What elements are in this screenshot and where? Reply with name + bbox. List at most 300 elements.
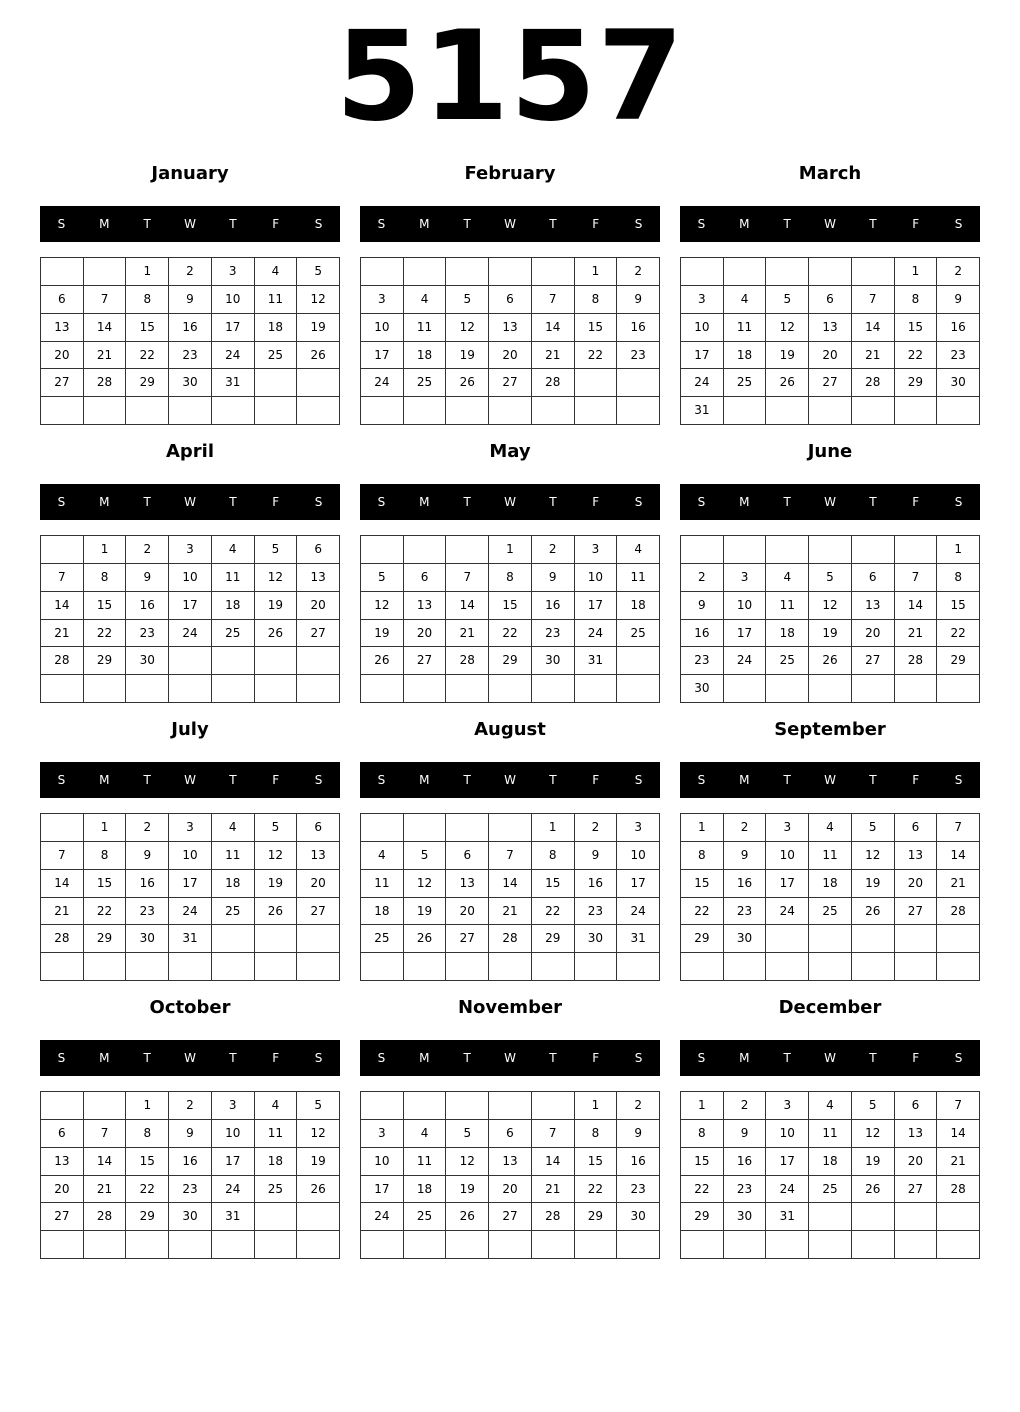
empty-cell bbox=[766, 925, 809, 953]
day-cell: 13 bbox=[489, 314, 532, 342]
day-cell: 5 bbox=[852, 814, 895, 842]
weekday-label: S bbox=[954, 217, 963, 231]
day-cell: 15 bbox=[126, 314, 169, 342]
day-cell: 5 bbox=[809, 564, 852, 592]
weekday-header bbox=[680, 206, 980, 242]
day-cell: 27 bbox=[41, 1203, 84, 1231]
day-cell: 24 bbox=[766, 1176, 809, 1204]
day-cell: 28 bbox=[532, 1203, 575, 1231]
day-cell: 14 bbox=[446, 592, 489, 620]
empty-cell bbox=[169, 647, 212, 675]
day-cell: 7 bbox=[489, 842, 532, 870]
weekday-label: S bbox=[57, 495, 66, 509]
empty-cell bbox=[724, 1231, 767, 1259]
empty-cell bbox=[895, 1231, 938, 1259]
empty-cell bbox=[766, 1231, 809, 1259]
day-cell: 5 bbox=[766, 286, 809, 314]
day-cell: 17 bbox=[724, 620, 767, 648]
day-cell: 18 bbox=[766, 620, 809, 648]
day-cell: 6 bbox=[41, 286, 84, 314]
empty-cell bbox=[575, 397, 618, 425]
empty-cell bbox=[361, 397, 404, 425]
day-cell: 25 bbox=[404, 1203, 447, 1231]
day-cell: 1 bbox=[126, 1092, 169, 1120]
day-cell: 7 bbox=[532, 286, 575, 314]
weekday-header bbox=[360, 484, 660, 520]
empty-cell bbox=[255, 675, 298, 703]
day-cell: 31 bbox=[212, 369, 255, 397]
day-cell: 5 bbox=[255, 536, 298, 564]
empty-cell bbox=[255, 1203, 298, 1231]
weekday-label: S bbox=[697, 1051, 706, 1065]
day-cell: 19 bbox=[297, 1148, 340, 1176]
day-cell: 23 bbox=[617, 342, 660, 370]
empty-cell bbox=[212, 675, 255, 703]
day-cell: 22 bbox=[532, 898, 575, 926]
day-cell: 9 bbox=[575, 842, 618, 870]
day-cell: 1 bbox=[681, 1092, 724, 1120]
day-cell: 17 bbox=[361, 342, 404, 370]
day-cell: 17 bbox=[169, 870, 212, 898]
weekday-label: S bbox=[57, 773, 66, 787]
empty-cell bbox=[617, 953, 660, 981]
empty-cell bbox=[126, 953, 169, 981]
empty-cell bbox=[404, 258, 447, 286]
day-cell: 20 bbox=[489, 342, 532, 370]
day-cell: 3 bbox=[724, 564, 767, 592]
day-cell: 11 bbox=[212, 842, 255, 870]
day-cell: 17 bbox=[212, 1148, 255, 1176]
day-cell: 31 bbox=[169, 925, 212, 953]
day-cell: 23 bbox=[617, 1176, 660, 1204]
day-cell: 23 bbox=[724, 1176, 767, 1204]
empty-cell bbox=[297, 1203, 340, 1231]
weekday-header bbox=[680, 484, 980, 520]
weekday-label: S bbox=[697, 773, 706, 787]
empty-cell bbox=[255, 369, 298, 397]
day-cell: 21 bbox=[937, 870, 980, 898]
empty-cell bbox=[84, 397, 127, 425]
empty-cell bbox=[404, 1092, 447, 1120]
empty-cell bbox=[212, 647, 255, 675]
day-cell: 2 bbox=[126, 536, 169, 564]
day-cell: 22 bbox=[681, 898, 724, 926]
empty-cell bbox=[361, 675, 404, 703]
empty-cell bbox=[895, 675, 938, 703]
weekday-label: T bbox=[869, 217, 877, 231]
weekday-label: F bbox=[592, 1051, 600, 1065]
day-cell: 14 bbox=[41, 592, 84, 620]
empty-cell bbox=[297, 953, 340, 981]
day-cell: 12 bbox=[255, 842, 298, 870]
day-cell: 21 bbox=[532, 1176, 575, 1204]
day-cell: 9 bbox=[937, 286, 980, 314]
day-cell: 5 bbox=[255, 814, 298, 842]
empty-cell bbox=[489, 814, 532, 842]
day-cell: 30 bbox=[724, 925, 767, 953]
weekday-label: W bbox=[184, 217, 196, 231]
day-cell: 26 bbox=[404, 925, 447, 953]
weekday-label: S bbox=[697, 495, 706, 509]
day-cell: 28 bbox=[489, 925, 532, 953]
day-cell: 12 bbox=[255, 564, 298, 592]
day-cell: 25 bbox=[724, 369, 767, 397]
day-cell: 2 bbox=[617, 258, 660, 286]
weekday-label: S bbox=[634, 217, 643, 231]
empty-cell bbox=[809, 925, 852, 953]
weekday-label: S bbox=[634, 773, 643, 787]
empty-cell bbox=[404, 1231, 447, 1259]
day-cell: 25 bbox=[255, 342, 298, 370]
day-cell: 19 bbox=[852, 870, 895, 898]
day-cell: 24 bbox=[361, 369, 404, 397]
day-cell: 20 bbox=[489, 1176, 532, 1204]
day-cell: 11 bbox=[766, 592, 809, 620]
day-cell: 15 bbox=[937, 592, 980, 620]
day-cell: 4 bbox=[212, 814, 255, 842]
day-cell: 14 bbox=[84, 1148, 127, 1176]
day-cell: 26 bbox=[766, 369, 809, 397]
day-cell: 8 bbox=[126, 286, 169, 314]
day-cell: 7 bbox=[446, 564, 489, 592]
empty-cell bbox=[255, 647, 298, 675]
empty-cell bbox=[937, 1203, 980, 1231]
day-cell: 14 bbox=[489, 870, 532, 898]
empty-cell bbox=[766, 953, 809, 981]
day-cell: 7 bbox=[937, 1092, 980, 1120]
day-cell: 20 bbox=[895, 1148, 938, 1176]
weekday-label: T bbox=[143, 217, 151, 231]
day-cell: 9 bbox=[681, 592, 724, 620]
day-cell: 16 bbox=[617, 314, 660, 342]
year-title: 5157 bbox=[335, 5, 685, 149]
empty-cell bbox=[852, 536, 895, 564]
empty-cell bbox=[852, 675, 895, 703]
day-cell: 1 bbox=[84, 536, 127, 564]
day-cell: 12 bbox=[766, 314, 809, 342]
month-name: September bbox=[774, 719, 886, 740]
day-cell: 19 bbox=[404, 898, 447, 926]
weekday-label: S bbox=[57, 1051, 66, 1065]
empty-cell bbox=[446, 1231, 489, 1259]
day-cell: 18 bbox=[404, 1176, 447, 1204]
weekday-label: S bbox=[634, 1051, 643, 1065]
day-cell: 3 bbox=[617, 814, 660, 842]
day-cell: 18 bbox=[361, 898, 404, 926]
empty-cell bbox=[809, 536, 852, 564]
day-cell: 4 bbox=[404, 286, 447, 314]
empty-cell bbox=[617, 647, 660, 675]
empty-cell bbox=[895, 1203, 938, 1231]
day-cell: 15 bbox=[575, 1148, 618, 1176]
day-cell: 6 bbox=[489, 1120, 532, 1148]
empty-cell bbox=[41, 814, 84, 842]
day-cell: 17 bbox=[766, 1148, 809, 1176]
day-cell: 1 bbox=[575, 1092, 618, 1120]
day-cell: 13 bbox=[852, 592, 895, 620]
day-cell: 18 bbox=[809, 870, 852, 898]
empty-cell bbox=[617, 675, 660, 703]
empty-cell bbox=[404, 397, 447, 425]
empty-cell bbox=[852, 258, 895, 286]
day-grid bbox=[40, 535, 340, 703]
day-grid bbox=[680, 1091, 980, 1259]
day-cell: 21 bbox=[895, 620, 938, 648]
empty-cell bbox=[297, 369, 340, 397]
day-cell: 18 bbox=[617, 592, 660, 620]
day-cell: 6 bbox=[852, 564, 895, 592]
day-cell: 20 bbox=[297, 592, 340, 620]
day-cell: 8 bbox=[575, 286, 618, 314]
day-cell: 10 bbox=[724, 592, 767, 620]
day-cell: 22 bbox=[489, 620, 532, 648]
day-cell: 15 bbox=[681, 1148, 724, 1176]
weekday-label: T bbox=[783, 1051, 791, 1065]
weekday-label: T bbox=[549, 773, 557, 787]
day-cell: 30 bbox=[681, 675, 724, 703]
month-name: November bbox=[457, 997, 563, 1018]
day-cell: 11 bbox=[361, 870, 404, 898]
day-cell: 12 bbox=[446, 1148, 489, 1176]
day-cell: 3 bbox=[766, 1092, 809, 1120]
day-grid bbox=[40, 257, 340, 425]
day-cell: 9 bbox=[724, 842, 767, 870]
day-cell: 26 bbox=[809, 647, 852, 675]
day-cell: 18 bbox=[255, 314, 298, 342]
day-cell: 6 bbox=[297, 536, 340, 564]
weekday-label: T bbox=[229, 495, 237, 509]
day-cell: 5 bbox=[404, 842, 447, 870]
empty-cell bbox=[446, 953, 489, 981]
day-cell: 10 bbox=[212, 286, 255, 314]
day-grid bbox=[680, 813, 980, 981]
empty-cell bbox=[212, 925, 255, 953]
day-cell: 9 bbox=[724, 1120, 767, 1148]
weekday-label: T bbox=[143, 1051, 151, 1065]
day-cell: 7 bbox=[84, 1120, 127, 1148]
day-cell: 21 bbox=[489, 898, 532, 926]
empty-cell bbox=[169, 675, 212, 703]
day-cell: 7 bbox=[41, 564, 84, 592]
weekday-label: W bbox=[824, 773, 836, 787]
empty-cell bbox=[724, 397, 767, 425]
day-cell: 7 bbox=[41, 842, 84, 870]
day-cell: 31 bbox=[575, 647, 618, 675]
day-cell: 22 bbox=[126, 1176, 169, 1204]
day-cell: 16 bbox=[681, 620, 724, 648]
day-cell: 24 bbox=[361, 1203, 404, 1231]
weekday-label: F bbox=[272, 217, 280, 231]
empty-cell bbox=[297, 1231, 340, 1259]
empty-cell bbox=[617, 397, 660, 425]
day-cell: 23 bbox=[681, 647, 724, 675]
day-cell: 2 bbox=[617, 1092, 660, 1120]
day-cell: 29 bbox=[126, 1203, 169, 1231]
weekday-label: S bbox=[954, 495, 963, 509]
day-cell: 13 bbox=[895, 842, 938, 870]
day-cell: 20 bbox=[852, 620, 895, 648]
day-cell: 14 bbox=[532, 314, 575, 342]
day-cell: 8 bbox=[126, 1120, 169, 1148]
day-cell: 4 bbox=[255, 1092, 298, 1120]
day-cell: 6 bbox=[489, 286, 532, 314]
day-cell: 17 bbox=[212, 314, 255, 342]
day-cell: 16 bbox=[937, 314, 980, 342]
empty-cell bbox=[41, 397, 84, 425]
day-cell: 16 bbox=[126, 592, 169, 620]
day-cell: 14 bbox=[895, 592, 938, 620]
day-cell: 19 bbox=[446, 1176, 489, 1204]
day-cell: 8 bbox=[84, 564, 127, 592]
day-cell: 15 bbox=[489, 592, 532, 620]
day-cell: 27 bbox=[895, 1176, 938, 1204]
day-cell: 31 bbox=[681, 397, 724, 425]
day-cell: 7 bbox=[852, 286, 895, 314]
day-cell: 11 bbox=[404, 314, 447, 342]
day-cell: 24 bbox=[169, 620, 212, 648]
day-cell: 8 bbox=[532, 842, 575, 870]
day-cell: 27 bbox=[297, 620, 340, 648]
day-cell: 6 bbox=[446, 842, 489, 870]
empty-cell bbox=[41, 1231, 84, 1259]
day-cell: 29 bbox=[895, 369, 938, 397]
weekday-label: M bbox=[99, 495, 110, 509]
empty-cell bbox=[852, 1203, 895, 1231]
empty-cell bbox=[809, 1231, 852, 1259]
weekday-label: T bbox=[869, 773, 877, 787]
day-cell: 2 bbox=[724, 1092, 767, 1120]
day-cell: 21 bbox=[937, 1148, 980, 1176]
day-cell: 10 bbox=[766, 842, 809, 870]
day-cell: 13 bbox=[404, 592, 447, 620]
day-cell: 11 bbox=[255, 1120, 298, 1148]
weekday-label: T bbox=[463, 773, 471, 787]
day-cell: 17 bbox=[169, 592, 212, 620]
day-cell: 27 bbox=[489, 1203, 532, 1231]
empty-cell bbox=[766, 258, 809, 286]
empty-cell bbox=[809, 397, 852, 425]
day-cell: 10 bbox=[681, 314, 724, 342]
empty-cell bbox=[255, 397, 298, 425]
empty-cell bbox=[126, 1231, 169, 1259]
day-cell: 15 bbox=[126, 1148, 169, 1176]
day-cell: 5 bbox=[446, 286, 489, 314]
weekday-label: T bbox=[143, 495, 151, 509]
day-cell: 22 bbox=[895, 342, 938, 370]
day-cell: 16 bbox=[617, 1148, 660, 1176]
weekday-label: F bbox=[272, 495, 280, 509]
empty-cell bbox=[575, 953, 618, 981]
day-cell: 12 bbox=[852, 842, 895, 870]
empty-cell bbox=[41, 1092, 84, 1120]
weekday-label: T bbox=[869, 1051, 877, 1065]
day-cell: 27 bbox=[404, 647, 447, 675]
day-grid bbox=[680, 535, 980, 703]
empty-cell bbox=[724, 536, 767, 564]
day-cell: 3 bbox=[361, 286, 404, 314]
weekday-label: T bbox=[869, 495, 877, 509]
day-cell: 6 bbox=[895, 1092, 938, 1120]
empty-cell bbox=[446, 1092, 489, 1120]
empty-cell bbox=[809, 1203, 852, 1231]
empty-cell bbox=[361, 258, 404, 286]
day-cell: 9 bbox=[126, 842, 169, 870]
day-cell: 2 bbox=[937, 258, 980, 286]
empty-cell bbox=[809, 675, 852, 703]
empty-cell bbox=[126, 675, 169, 703]
day-cell: 25 bbox=[212, 620, 255, 648]
day-cell: 27 bbox=[446, 925, 489, 953]
day-cell: 3 bbox=[361, 1120, 404, 1148]
empty-cell bbox=[169, 397, 212, 425]
weekday-label: S bbox=[697, 217, 706, 231]
empty-cell bbox=[446, 536, 489, 564]
day-cell: 28 bbox=[937, 898, 980, 926]
day-cell: 9 bbox=[617, 1120, 660, 1148]
day-grid bbox=[360, 813, 660, 981]
day-cell: 30 bbox=[724, 1203, 767, 1231]
weekday-header bbox=[40, 206, 340, 242]
weekday-label: T bbox=[783, 773, 791, 787]
day-cell: 19 bbox=[255, 870, 298, 898]
day-cell: 30 bbox=[532, 647, 575, 675]
day-cell: 28 bbox=[895, 647, 938, 675]
day-cell: 25 bbox=[617, 620, 660, 648]
empty-cell bbox=[404, 814, 447, 842]
day-cell: 9 bbox=[617, 286, 660, 314]
empty-cell bbox=[766, 536, 809, 564]
day-cell: 4 bbox=[809, 1092, 852, 1120]
empty-cell bbox=[617, 369, 660, 397]
weekday-label: T bbox=[783, 495, 791, 509]
day-cell: 8 bbox=[681, 1120, 724, 1148]
empty-cell bbox=[446, 397, 489, 425]
day-cell: 18 bbox=[404, 342, 447, 370]
empty-cell bbox=[937, 925, 980, 953]
day-cell: 12 bbox=[852, 1120, 895, 1148]
day-cell: 16 bbox=[724, 1148, 767, 1176]
day-cell: 10 bbox=[361, 1148, 404, 1176]
day-cell: 12 bbox=[809, 592, 852, 620]
day-cell: 15 bbox=[84, 870, 127, 898]
day-cell: 11 bbox=[724, 314, 767, 342]
day-cell: 29 bbox=[575, 1203, 618, 1231]
empty-cell bbox=[255, 925, 298, 953]
day-cell: 8 bbox=[489, 564, 532, 592]
weekday-label: F bbox=[912, 773, 920, 787]
day-cell: 20 bbox=[41, 1176, 84, 1204]
day-cell: 22 bbox=[575, 1176, 618, 1204]
day-cell: 16 bbox=[532, 592, 575, 620]
month-name: April bbox=[165, 441, 215, 462]
day-cell: 19 bbox=[809, 620, 852, 648]
day-cell: 8 bbox=[681, 842, 724, 870]
empty-cell bbox=[361, 814, 404, 842]
day-cell: 21 bbox=[84, 1176, 127, 1204]
day-cell: 27 bbox=[895, 898, 938, 926]
day-cell: 21 bbox=[41, 620, 84, 648]
day-cell: 3 bbox=[575, 536, 618, 564]
weekday-label: T bbox=[229, 773, 237, 787]
day-cell: 27 bbox=[489, 369, 532, 397]
day-cell: 8 bbox=[937, 564, 980, 592]
empty-cell bbox=[532, 675, 575, 703]
day-cell: 4 bbox=[361, 842, 404, 870]
day-cell: 12 bbox=[446, 314, 489, 342]
day-cell: 28 bbox=[84, 1203, 127, 1231]
empty-cell bbox=[681, 536, 724, 564]
weekday-label: T bbox=[463, 217, 471, 231]
